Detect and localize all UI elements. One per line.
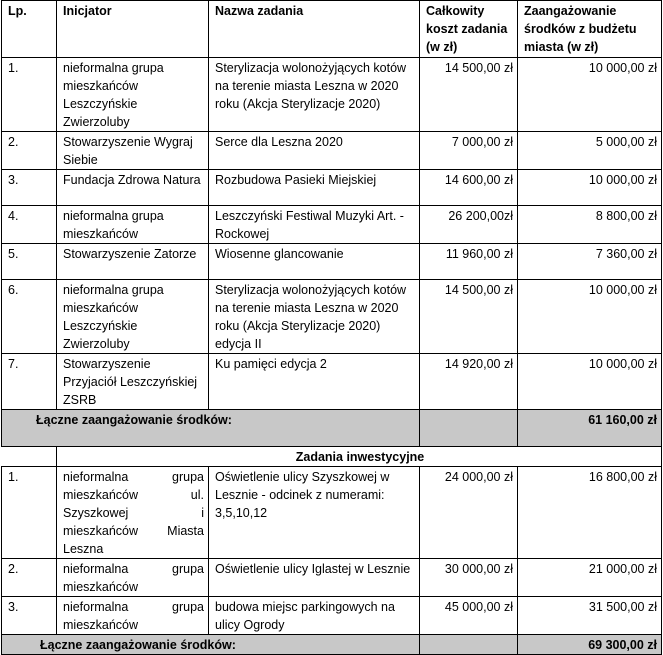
cell-inicjator: nieformalna grupa mieszkańców (57, 559, 209, 597)
header-nazwa: Nazwa zadania (209, 1, 420, 58)
cell-lp: 4. (2, 206, 57, 244)
table-header-row (2, 1, 662, 58)
cell-nazwa: budowa miejsc parkingowych na ulicy Ogrody (209, 597, 420, 635)
cell-lp: 7. (2, 354, 57, 410)
cell-nazwa: Oświetlenie ulicy Szyszkowej w Lesznie - odcinek z numerami: 3,5,10,12 (209, 467, 420, 559)
cell-miasto: 16 800,00 zł (518, 467, 662, 559)
cell-nazwa: Wiosenne glancowanie (209, 244, 420, 280)
cell-nazwa: Rozbudowa Pasieki Miejskiej (209, 170, 420, 206)
cell-lp: 1. (2, 467, 57, 559)
table-row (2, 170, 662, 206)
cell-lp: 3. (2, 170, 57, 206)
total-row (2, 410, 662, 447)
total-value: 69 300,00 zł (518, 635, 662, 655)
total-empty (420, 410, 518, 447)
cell-lp: 6. (2, 280, 57, 354)
header-lp: Lp. (2, 1, 57, 58)
cell-koszt: 11 960,00 zł (420, 244, 518, 280)
cell-koszt: 14 600,00 zł (420, 170, 518, 206)
section-empty (2, 447, 57, 467)
cell-miasto: 10 000,00 zł (518, 354, 662, 410)
table-row (2, 132, 662, 170)
cell-nazwa: Serce dla Leszna 2020 (209, 132, 420, 170)
table-row (2, 206, 662, 244)
cell-nazwa: Sterylizacja wolonożyjących kotów na terenie miasta Leszna w 2020 roku (Akcja Sterylizacje 2020) edycja II (209, 280, 420, 354)
cell-nazwa: Ku pamięci edycja 2 (209, 354, 420, 410)
section-title: Zadania inwestycyjne (57, 447, 662, 467)
cell-lp: 2. (2, 132, 57, 170)
cell-koszt: 14 500,00 zł (420, 58, 518, 132)
cell-koszt: 14 920,00 zł (420, 354, 518, 410)
cell-miasto: 10 000,00 zł (518, 58, 662, 132)
cell-lp: 5. (2, 244, 57, 280)
cell-miasto: 21 000,00 zł (518, 559, 662, 597)
cell-inicjator: Stowarzyszenie Przyjaciół Leszczyńskiej ZSRB (57, 354, 209, 410)
cell-koszt: 14 500,00 zł (420, 280, 518, 354)
cell-inicjator: nieformalna grupa mieszkańców Leszczyńskie Zwierzoluby (57, 280, 209, 354)
cell-miasto: 8 800,00 zł (518, 206, 662, 244)
cell-koszt: 24 000,00 zł (420, 467, 518, 559)
table-row (2, 467, 662, 559)
table-row (2, 280, 662, 354)
table-row (2, 58, 662, 132)
header-zaangazowanie: Zaangażowanie środków z budżetu miasta (w zł) (518, 1, 662, 58)
header-koszt: Całkowity koszt zadania (w zł) (420, 1, 518, 58)
cell-inicjator: Stowarzyszenie Zatorze (57, 244, 209, 280)
total-row (2, 635, 662, 655)
table-row (2, 354, 662, 410)
cell-miasto: 10 000,00 zł (518, 170, 662, 206)
total-label: Łączne zaangażowanie środków: (2, 410, 420, 447)
cell-nazwa: Leszczyński Festiwal Muzyki Art. - Rockowej (209, 206, 420, 244)
cell-inicjator (57, 58, 209, 132)
cell-koszt: 26 200,00zł (420, 206, 518, 244)
cell-miasto: 31 500,00 zł (518, 597, 662, 635)
total-value: 61 160,00 zł (518, 410, 662, 447)
cell-miasto: 10 000,00 zł (518, 280, 662, 354)
cell-lp: 3. (2, 597, 57, 635)
total-empty (420, 635, 518, 655)
cell-miasto: 5 000,00 zł (518, 132, 662, 170)
cell-inicjator: Fundacja Zdrowa Natura (57, 170, 209, 206)
table-row (2, 244, 662, 280)
cell-inicjator-text: nieformalna grupa mieszkańców Leszczyńskie Zwierzoluby (63, 61, 164, 129)
cell-miasto: 7 360,00 zł (518, 244, 662, 280)
cell-nazwa: Sterylizacja wolonożyjących kotów na terenie miasta Leszna w 2020 roku (Akcja Sterylizacje 2020) (209, 58, 420, 132)
table-row (2, 597, 662, 635)
cell-inicjator: nieformalna grupa mieszkańców (57, 597, 209, 635)
cell-nazwa: Oświetlenie ulicy Iglastej w Lesznie (209, 559, 420, 597)
header-inicjator: Inicjator (57, 1, 209, 58)
cell-lp: 2. (2, 559, 57, 597)
section-row (2, 447, 662, 467)
table-row (2, 559, 662, 597)
cell-inicjator: Stowarzyszenie Wygraj Siebie (57, 132, 209, 170)
cell-koszt: 45 000,00 zł (420, 597, 518, 635)
total-label: Łączne zaangażowanie środków: (2, 635, 420, 655)
cell-inicjator: nieformalna grupa mieszkańców (57, 206, 209, 244)
cell-inicjator: nieformalna grupa mieszkańców ul. Szyszkowej i mieszkańców Miasta Leszna (57, 467, 209, 559)
budget-table (1, 0, 662, 655)
cell-koszt: 30 000,00 zł (420, 559, 518, 597)
cell-koszt: 7 000,00 zł (420, 132, 518, 170)
cell-lp: 1. (2, 58, 57, 132)
